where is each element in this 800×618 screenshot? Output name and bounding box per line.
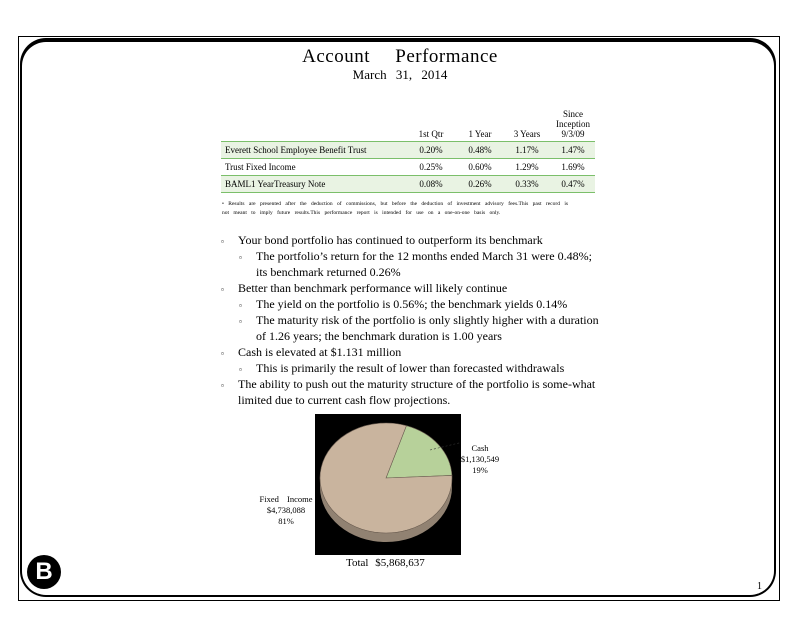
bullet-text: The ability to push out the maturity structure of the portfolio is some-what limited due to current cash flow projections. bbox=[238, 377, 596, 407]
bullet-square-icon: ▫ bbox=[239, 317, 242, 326]
bullet-square-icon: ▫ bbox=[239, 301, 242, 310]
row-name: Trust Fixed Income bbox=[221, 159, 405, 176]
table-header-3yr: 3 Years bbox=[513, 129, 541, 139]
table-row bbox=[221, 176, 595, 193]
row-name: BAML1 YearTreasury Note bbox=[221, 176, 405, 193]
bullet-list bbox=[222, 232, 602, 408]
row-name: Everett School Employee Benefit Trust bbox=[221, 142, 405, 159]
row-since-inception: 1.69% bbox=[551, 159, 595, 176]
cash-slice-label bbox=[458, 443, 502, 476]
bullet-square-icon: ▫ bbox=[221, 237, 224, 246]
row-1yr: 0.48% bbox=[457, 142, 503, 159]
row-since-inception: 0.47% bbox=[551, 176, 595, 193]
row-3yr: 0.33% bbox=[503, 176, 551, 193]
table-row bbox=[221, 142, 595, 159]
company-logo: B bbox=[27, 555, 61, 589]
row-qtr: 0.20% bbox=[405, 142, 457, 159]
bullet-item bbox=[222, 376, 602, 408]
cash-label: Cash bbox=[471, 443, 489, 453]
sub-bullet-item bbox=[222, 248, 602, 280]
table-header-1yr: 1 Year bbox=[468, 129, 492, 139]
row-3yr: 1.29% bbox=[503, 159, 551, 176]
sub-bullet-item bbox=[222, 360, 602, 376]
table-row bbox=[221, 159, 595, 176]
fixed-income-slice-label bbox=[254, 494, 318, 527]
bullet-text: The portfolio’s return for the 12 months ended March 31 were 0.48%; its benchmark returned 0.26% bbox=[256, 249, 592, 279]
bullet-item bbox=[222, 232, 602, 248]
sub-bullet-item bbox=[222, 296, 602, 312]
bullet-text: Cash is elevated at $1.131 million bbox=[238, 345, 402, 359]
page-title: Account Performance bbox=[302, 46, 498, 67]
sub-bullet-item bbox=[222, 312, 602, 344]
performance-table bbox=[221, 108, 595, 193]
bullet-text: The yield on the portfolio is 0.56%; the benchmark yields 0.14% bbox=[256, 297, 568, 311]
portfolio-total: Total $5,868,637 bbox=[346, 557, 425, 569]
cash-percent: 19% bbox=[472, 465, 488, 475]
fixed-income-value: $4,738,088 bbox=[266, 505, 306, 515]
table-header-qtr: 1st Qtr bbox=[418, 129, 444, 139]
bullet-text: Your bond portfolio has continued to outperform its benchmark bbox=[238, 233, 543, 247]
row-qtr: 0.08% bbox=[405, 176, 457, 193]
pie-chart-background bbox=[315, 414, 461, 555]
page-number: 1 bbox=[757, 581, 762, 592]
table-footnote: • Results are presented after the deduction of commissions, but before the deduction of investment advisory fees.This past record is not meant to imply future results.This performance report is intended for use on a one-on-one basis only. bbox=[222, 201, 568, 216]
row-qtr: 0.25% bbox=[405, 159, 457, 176]
bullet-item bbox=[222, 280, 602, 296]
row-since-inception: 1.47% bbox=[551, 142, 595, 159]
bullet-text: The maturity risk of the portfolio is only slightly higher with a duration of 1.26 years; the benchmark duration is 1.00 years bbox=[256, 313, 599, 343]
bullet-text: This is primarily the result of lower than forecasted withdrawals bbox=[256, 361, 565, 375]
fixed-income-percent: 81% bbox=[278, 516, 294, 526]
bullet-square-icon: ▫ bbox=[221, 349, 224, 358]
row-1yr: 0.60% bbox=[457, 159, 503, 176]
table-header-since-inception: Since Inception 9/3/09 bbox=[556, 109, 590, 139]
bullet-square-icon: ▫ bbox=[221, 381, 224, 390]
bullet-square-icon: ▫ bbox=[221, 285, 224, 294]
bullet-square-icon: ▫ bbox=[239, 365, 242, 374]
table-header-blank bbox=[221, 108, 405, 142]
page-subtitle: March 31, 2014 bbox=[352, 67, 448, 82]
row-3yr: 1.17% bbox=[503, 142, 551, 159]
pie-chart bbox=[315, 414, 461, 555]
row-1yr: 0.26% bbox=[457, 176, 503, 193]
bullet-item bbox=[222, 344, 602, 360]
cash-value: $1,130,549 bbox=[460, 454, 500, 464]
fixed-income-label: Fixed Income bbox=[259, 494, 313, 504]
bullet-text: Better than benchmark performance will likely continue bbox=[238, 281, 508, 295]
bullet-square-icon: ▫ bbox=[239, 253, 242, 262]
